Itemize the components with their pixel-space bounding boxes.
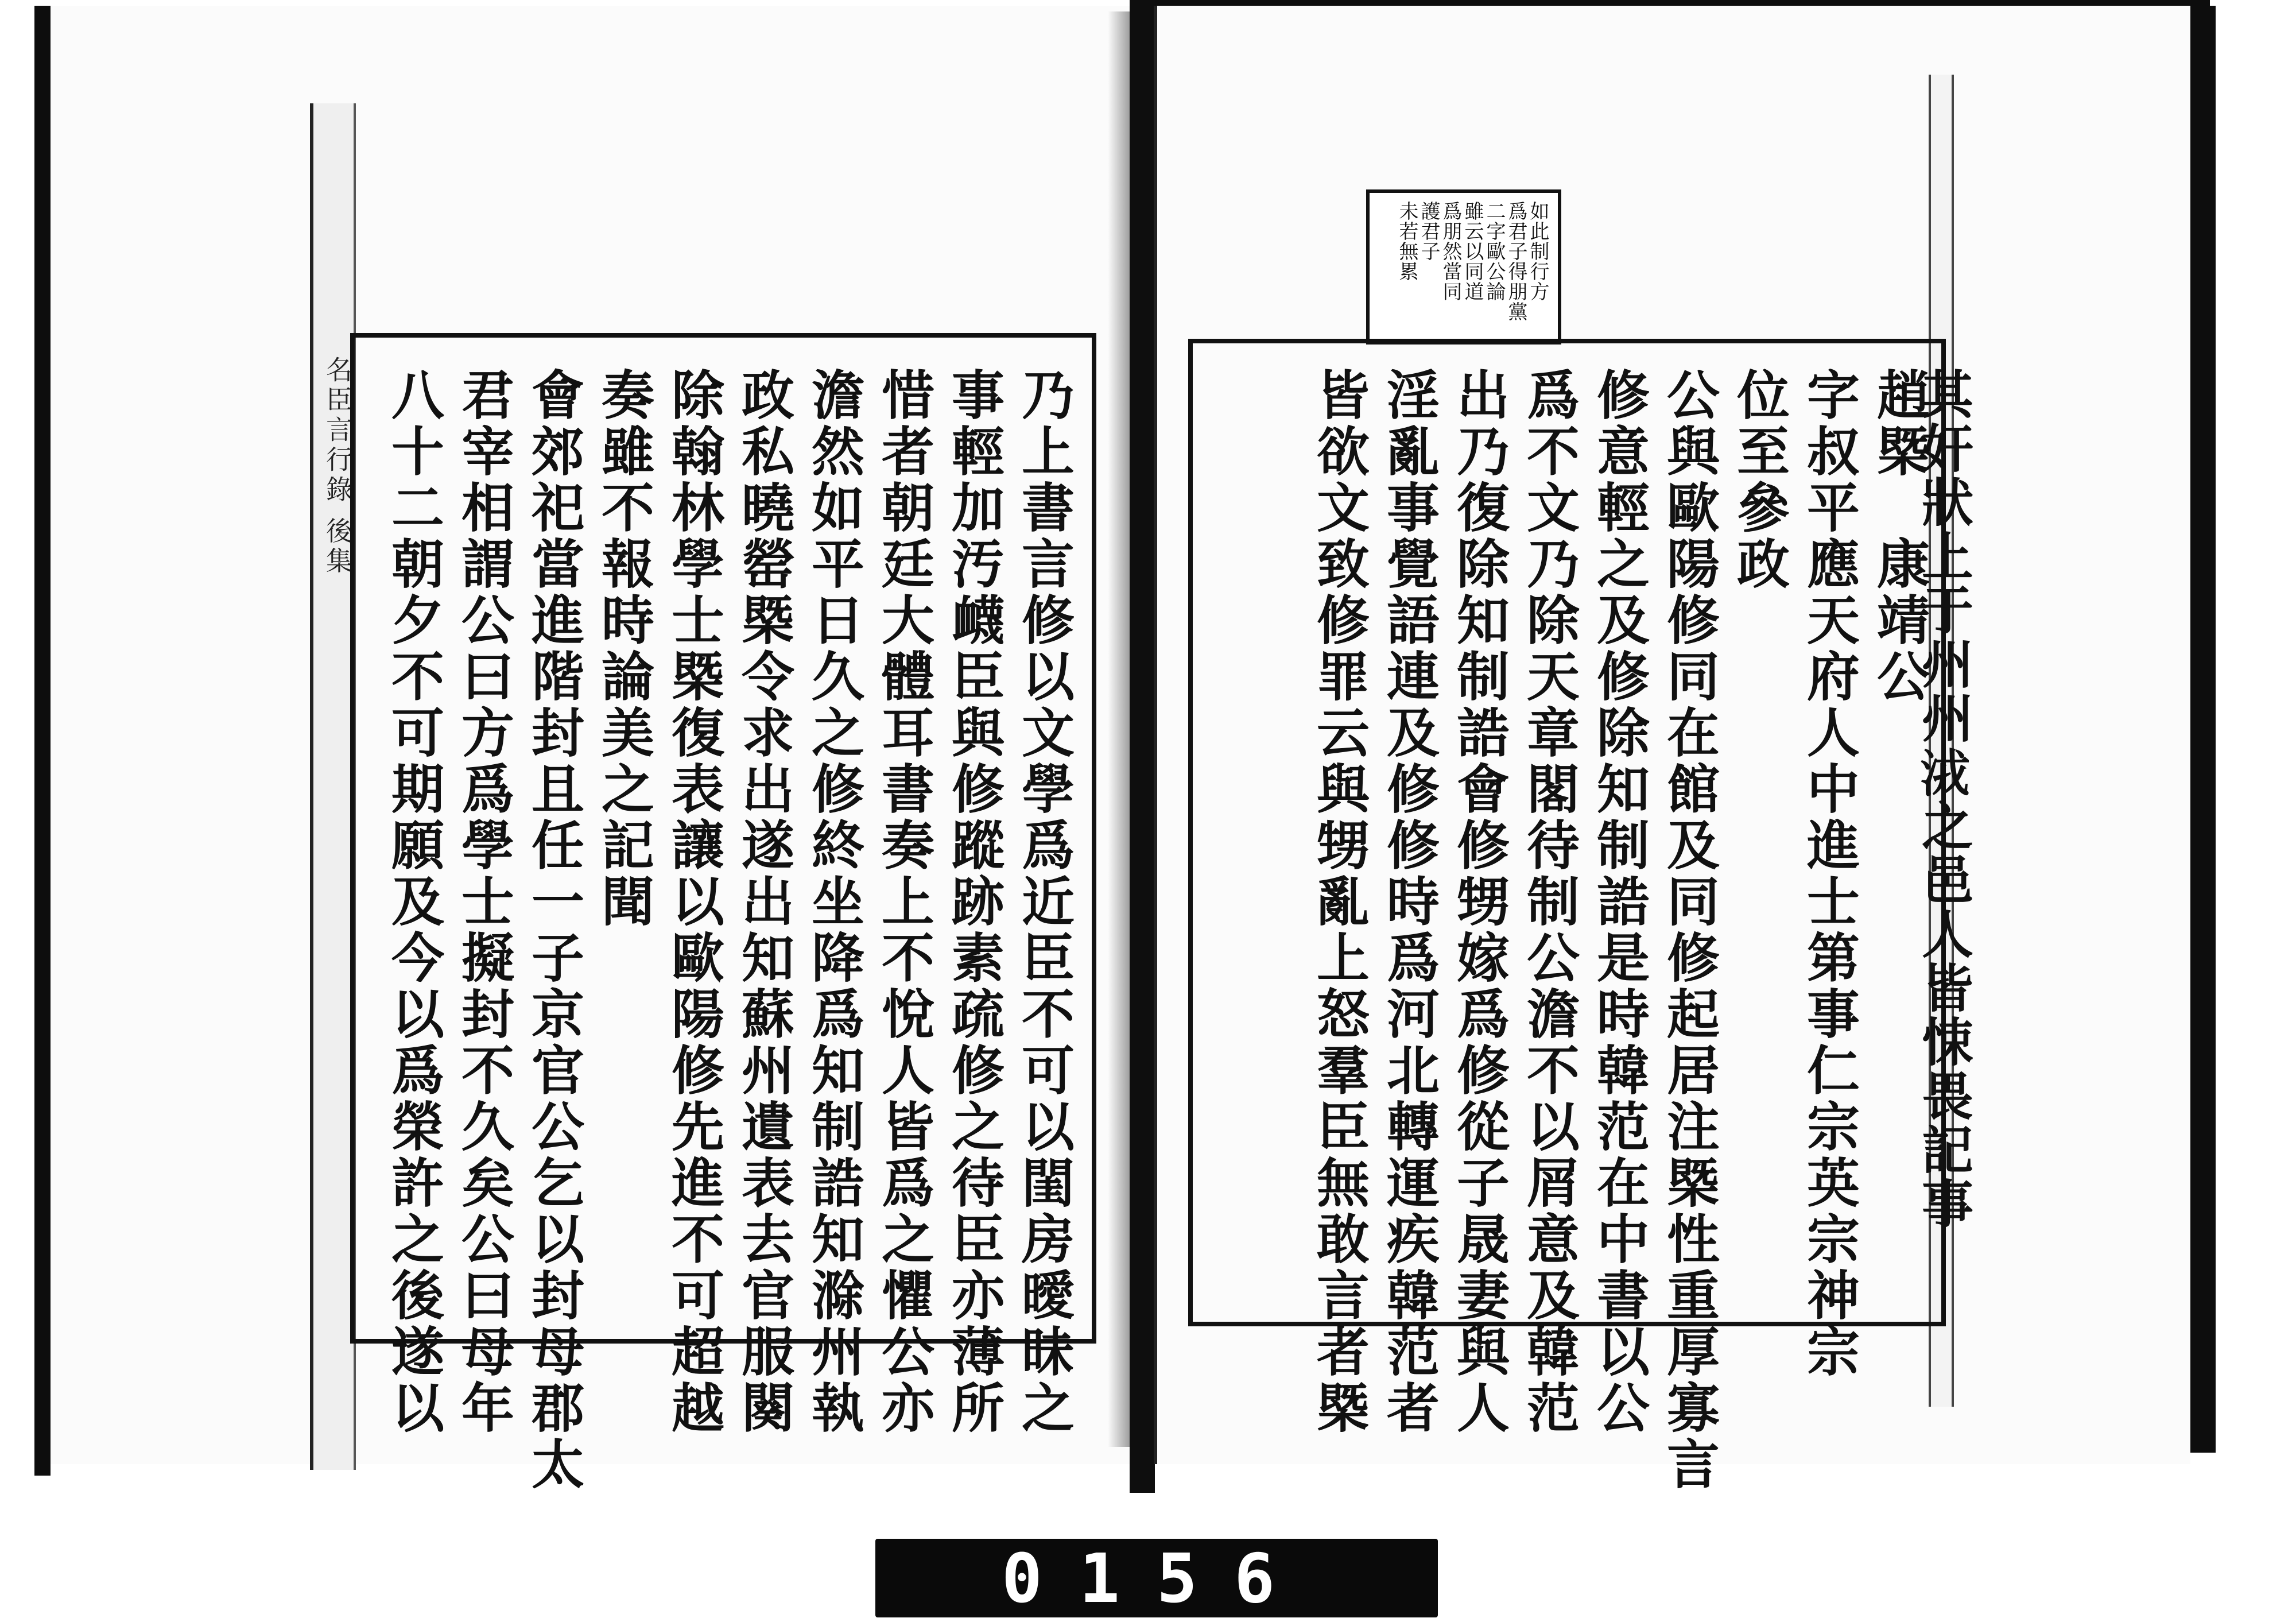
left-margin-title: 名臣言行錄 後集 [322,356,353,577]
plate-number: 0156 [1001,1538,1312,1618]
book-gutter [1130,0,1155,1493]
left-page-text: 乃上書言修以文學爲近臣不可以閨房曖昧之 事輕加汚衊臣與修蹤跡素疏修之待臣亦薄所 惜者朝廷大體耳書奏上不悅人皆爲之懼公亦 澹然如平日久之修終坐降爲知制誥知滁州執 政私曉罃槩令求出遂出知蘇州遺表去官服闋 除翰林學士槩復表讓以歐陽修先進不可超越 奏雖不報時論美之記聞 會郊祀當進階封且任一子京官公乞以封母郡太 君宰相謂公曰方爲學士擬封不久矣公曰母年 八十二朝夕不可期願及今以爲榮許之後遂以 [383,367,1075,1493]
right-header-column: 其奸狀上于州州𣴛之邑人皆悚畏記事 [1913,367,1973,1231]
scan-border-top [1154,0,2210,6]
left-binding-strip [310,103,356,1470]
marginal-note-text: 如此制行方 爲君子得朋黨 二字歐公論 雖云以同道 爲朋然當同 護君子 未若無累 [1395,201,1549,322]
scan-border-left [34,6,51,1476]
right-page-text: 趙槩 康靖公 字叔平應天府人中進士第事仁宗英宗神宗 位至參政 公與歐陽修同在館及同修起居注槩性重厚寡言 修意輕之及修除知制誥是時韓范在中書以公 爲不文乃除天章閣待制公澹不以屑意及韓范 出乃復除知制誥會修甥嫁爲修從子晟妻與人 淫亂事覺語連及修修時爲河北轉運疾韓范者 皆欲文致修罪云與甥亂上怒羣臣無敢言者槩 [1308,367,1930,1493]
archive-number-plate [875,1539,1438,1617]
gutter-shadow [1108,11,1131,1447]
marginal-note-box [1366,189,1561,344]
